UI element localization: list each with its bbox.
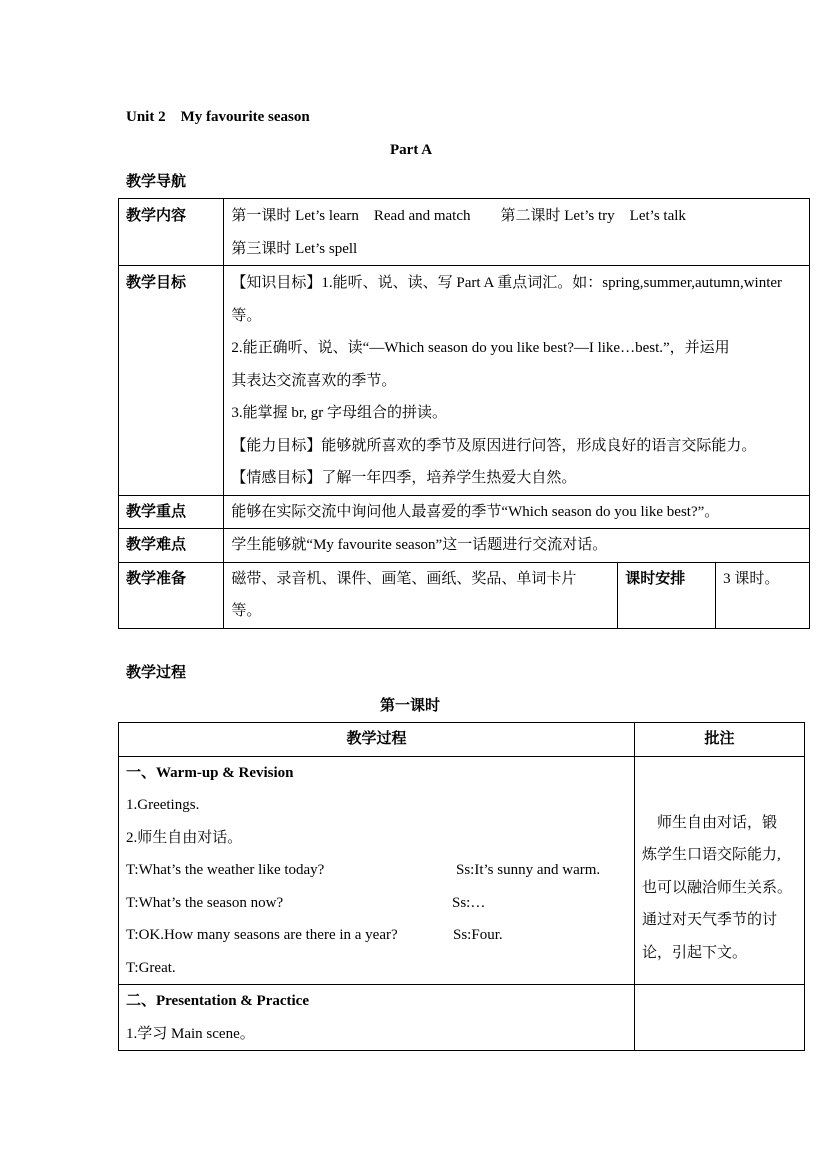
section2-row <box>119 985 805 1051</box>
section1-cell <box>119 756 635 985</box>
section1-line: 2.师生自由对话。 <box>126 829 243 846</box>
content-line-1: 第一课时 Let’s learn Read and match 第二课时 Let’s try Let’s talk <box>231 208 686 224</box>
goals-row <box>119 266 810 496</box>
difficult-cell: 学生能够就“My favourite season”这一话题进行交流对话。 <box>224 529 810 563</box>
section2-cell <box>119 985 635 1051</box>
prep-line: 磁带、录音机、课件、画笔、画纸、奖品、单词卡片 <box>231 570 577 587</box>
prep-row <box>119 562 810 628</box>
difficult-label: 教学难点 <box>119 529 224 563</box>
unit-title: Unit 2 My favourite season <box>126 109 310 125</box>
process-header-row <box>119 723 805 757</box>
goal-line: 其表达交流喜欢的季节。 <box>231 372 397 389</box>
goal-line: 3.能掌握 br, gr 字母组合的拼读。 <box>231 405 448 421</box>
student-line: Ss:Four. <box>453 927 503 943</box>
note-line: 也可以融洽师生关系。 <box>642 879 793 896</box>
teacher-line: T:What’s the weather like today? <box>126 862 325 878</box>
teacher-line: T:Great. <box>126 959 176 976</box>
prep-label: 教学准备 <box>119 562 224 628</box>
note-line: 师生自由对话，锻 <box>642 814 778 831</box>
goal-line: 【情感目标】了解一年四季，培养学生热爱大自然。 <box>231 470 577 486</box>
goal-line: 等。 <box>231 307 262 324</box>
note-line: 炼学生口语交际能力, <box>642 847 781 863</box>
section2-line: 1.学习 Main scene。 <box>126 1025 255 1042</box>
key-row <box>119 495 810 529</box>
col-process-header: 教学过程 <box>119 723 635 757</box>
content-label: 教学内容 <box>119 199 224 266</box>
schedule-cell: 3 课时。 <box>716 562 810 628</box>
note-line: 通过对天气季节的讨 <box>642 912 778 928</box>
schedule-label: 课时安排 <box>618 562 716 628</box>
content-row <box>119 199 810 266</box>
goals-cell <box>224 266 810 496</box>
dialogue-line <box>126 854 634 887</box>
content-line-2: 第三课时 Let’s spell <box>231 240 358 257</box>
process-table <box>118 722 805 1051</box>
goal-line: 【知识目标】1.能听、说、读、写 Part A 重点词汇。如：spring,summer,autumn,winter <box>231 275 783 291</box>
student-line: Ss:It’s sunny and warm. <box>456 862 601 878</box>
nav-heading: 教学导航 <box>126 174 187 190</box>
prep-cell <box>224 562 618 628</box>
section1-notes <box>635 756 805 985</box>
dialogue-line <box>126 887 634 920</box>
lesson-title: 第一课时 <box>380 698 441 714</box>
difficult-row <box>119 529 810 563</box>
section1-row <box>119 756 805 985</box>
goals-label: 教学目标 <box>119 266 224 496</box>
part-title: Part A <box>390 142 433 158</box>
dialogue-line <box>126 952 634 985</box>
content-cell <box>224 199 810 266</box>
section1-line: 1.Greetings. <box>126 797 200 813</box>
prep-line: 等。 <box>231 603 262 619</box>
dialogue-line <box>126 919 634 952</box>
section2-title: 二、Presentation & Practice <box>126 993 309 1009</box>
goal-line: 2.能正确听、说、读“—Which season do you like best?—I like…best.”，并运用 <box>231 340 730 356</box>
key-cell: 能够在实际交流中询问他人最喜爱的季节“Which season do you like best?”。 <box>224 495 810 529</box>
student-line: Ss:… <box>452 894 486 911</box>
process-heading: 教学过程 <box>126 665 187 681</box>
section1-title: 一、Warm-up & Revision <box>126 764 294 781</box>
nav-table <box>118 198 810 629</box>
key-label: 教学重点 <box>119 495 224 529</box>
section2-notes <box>635 985 805 1051</box>
goal-line: 【能力目标】能够就所喜欢的季节及原因进行问答，形成良好的语言交际能力。 <box>231 437 757 454</box>
col-notes-header: 批注 <box>635 723 805 757</box>
teacher-line: T:OK.How many seasons are there in a year? <box>126 927 398 943</box>
teacher-line: T:What’s the season now? <box>126 894 284 911</box>
note-line: 论，引起下文。 <box>642 944 748 961</box>
